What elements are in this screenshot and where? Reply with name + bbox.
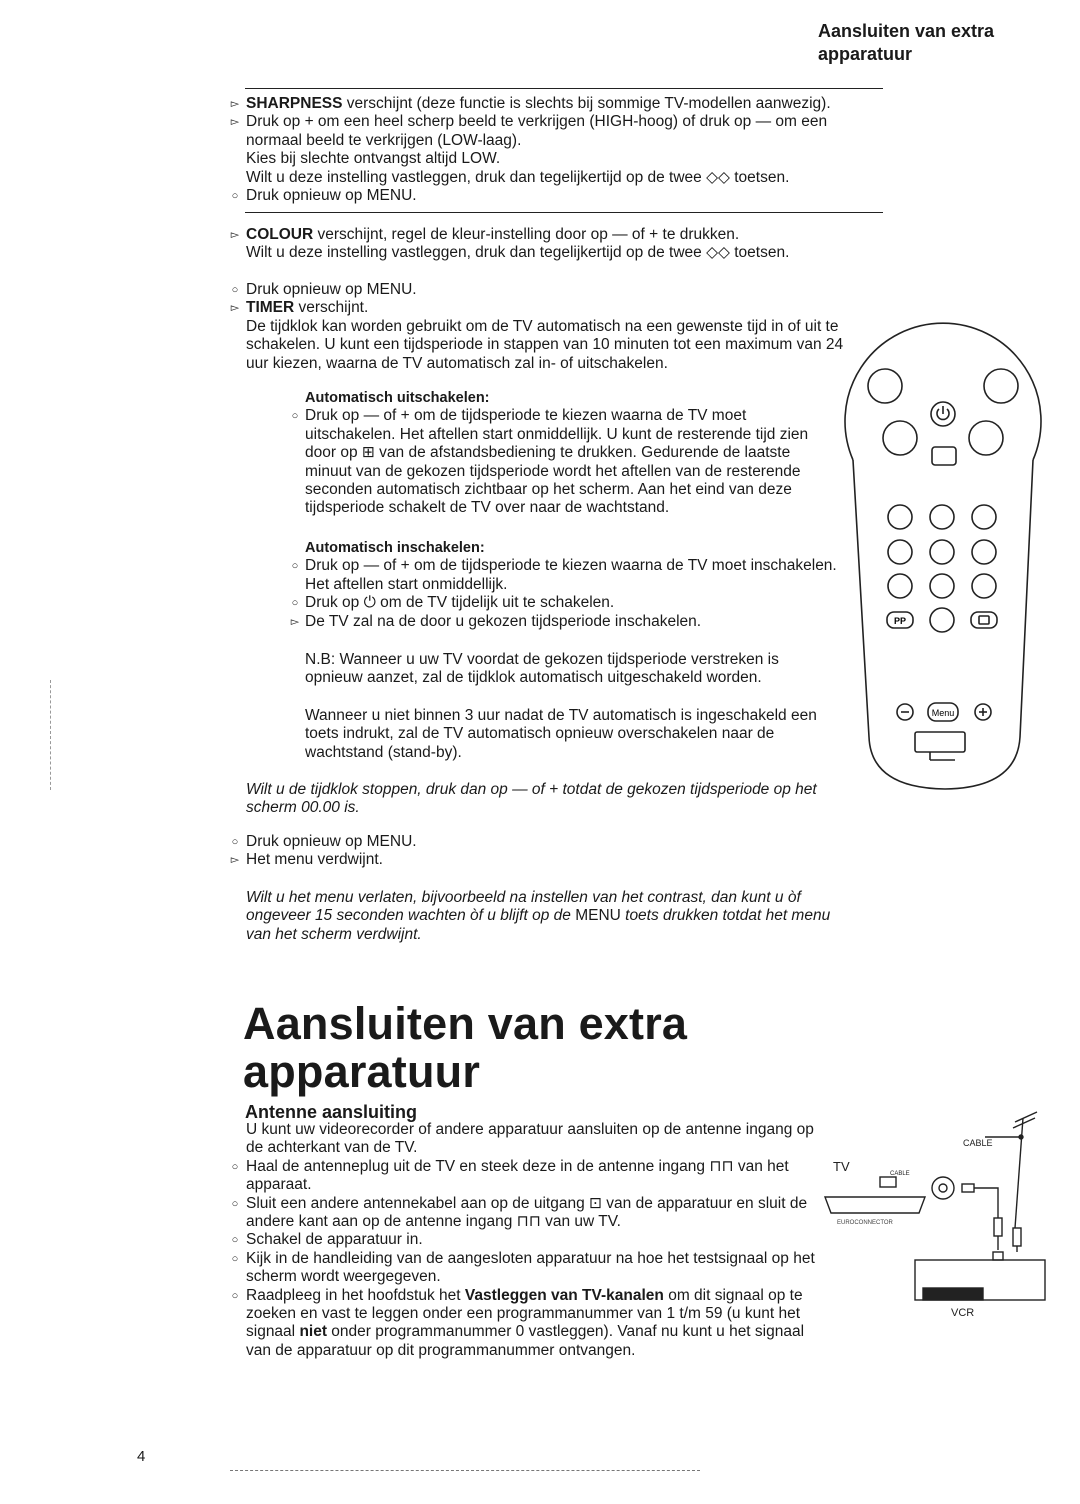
sharpness-line: ○ Druk opnieuw op MENU. [231, 187, 417, 205]
cable-label: CABLE [963, 1138, 993, 1148]
scan-artifact [230, 1470, 700, 1471]
timer-stop-note: Wilt u de tijdklok stoppen, druk dan op — of + totdat de gekozen tijdsperiode op het scherm 00.00 is. [246, 781, 817, 817]
menu-exit-note: Wilt u het menu verlaten, bijvoorbeeld na instellen van het contrast, dan kunt u òf ongeveer 15 seconden wachten òf u blijft op de MENU toets drukken totdat het menu van het scherm verdwijnt. [246, 889, 831, 943]
connection-diagram [815, 1110, 1055, 1325]
vcr-label: VCR [951, 1307, 975, 1319]
timer-block: ○ Druk opnieuw op MENU. ▻ TIMER verschijnt. De tijdklok kan worden gebruikt om de TV automatisch na een gewenste tijd in of uit te schakelen. U kunt een tijdsperiode in stappen van 10 minuten tot een maximum van 24 uur kiezen, waarna de TV automatisch zal in- of uitschakelen. [230, 281, 844, 372]
sharpness-line: Wilt u deze instelling vastleggen, druk dan tegelijkertijd op de twee ◇◇ toetsen. [246, 168, 790, 186]
euroconnector-label: EUROCONNECTOR [837, 1220, 893, 1226]
antenne-title: Antenne aansluiting [245, 1102, 418, 1122]
divider [245, 212, 883, 213]
antenne-block: U kunt uw videorecorder of andere apparatuur aansluiten op de antenne ingang op de achterkant van de TV. ○ Haal de antenneplug uit de TV en steek deze in de antenne ingang ⊓⊓ van het apparaat. ○ Sluit een andere antennekabel aan op de uitgang ⊡ van de apparatuur en sluit de andere kant aan op de antenne ingang ⊓⊓ van uw TV. ○ Schakel de apparatuur in. ○ Kijk in de handleiding van de aangesloten apparatuur na hoe het testsignaal op het scherm wordt weergegeven. ○ Raadpleeg in het hoofdstuk het Vastleggen van TV-kanalen om dit signaal op te zoeken en vast te leggen onder een programmanummer van 1 t/m 59 (u kunt het signaal niet onder programmanummer 0 vastleggen). Vanaf nu kunt u het signaal van de apparatuur op dit programmanummer ontvangen. [231, 1121, 815, 1359]
sharpness-block [230, 95, 886, 205]
page-number: 4 [137, 1448, 146, 1465]
sharpness-line: ▻ Druk op + om een heel scherp beeld te verkrijgen (HIGH-hoog) of druk op — om een normaal beeld te verkrijgen (LOW-laag). [230, 113, 828, 149]
scan-artifact [50, 680, 51, 790]
cable-small-label: CABLE [890, 1171, 910, 1177]
tv-label: TV [833, 1159, 850, 1174]
note-1: N.B: Wanneer u uw TV voordat de gekozen tijdsperiode verstreken is opnieuw aanzet, zal de tijdklok automatisch uitgeschakeld worden. [305, 651, 779, 687]
note-2: Wanneer u niet binnen 3 uur nadat de TV automatisch is ingeschakeld een toets indrukt, zal de TV automatisch opnieuw overschakelen naar de wachtstand (stand-by). [305, 707, 817, 761]
sharpness-line: ▻ SHARPNESS verschijnt (deze functie is slechts bij sommige TV-modellen aanwezig). [230, 95, 831, 112]
menu-key-label: Menu [931, 708, 955, 718]
menu-end-block: ○ Druk opnieuw op MENU. ▻ Het menu verdwijnt. [230, 833, 417, 869]
auto-off-block: Automatisch uitschakelen: ○ Druk op — of + om de tijdsperiode te kiezen waarna de TV moet uitschakelen. Het aftellen start onmiddellijk. U kunt de resterende tijd zien door op ⊞ van de afstandsbediening te drukken. Gedurende de laatste minuut van de gekozen tijdsperiode wordt het aftellen van de resterende seconden automatisch zichtbaar op het scherm. Aan het eind van deze tijdsperiode schakelt de TV over naar de wachtstand. [291, 390, 809, 517]
colour-block: ▻ COLOUR verschijnt, regel de kleur-instelling door op — of + te drukken. Wilt u deze instelling vastleggen, druk dan tegelijkertijd op de twee ◇◇ toetsen. [230, 226, 790, 262]
sharpness-line: Kies bij slechte ontvangst altijd LOW. [246, 150, 501, 168]
running-header: Aansluiten van extra apparatuur [818, 21, 995, 64]
main-title: Aansluiten van extra apparatuur [243, 998, 688, 1097]
pp-key-label: PP [893, 616, 907, 626]
auto-on-block: Automatisch inschakelen: ○ Druk op — of + om de tijdsperiode te kiezen waarna de TV moet inschakelen. Het aftellen start onmiddellijk. ○ Druk op ⏻ om de TV tijdelijk uit te schakelen. ▻ De TV zal na de door u gekozen tijdsperiode inschakelen. [290, 540, 837, 630]
remote-control-illustration [835, 282, 1050, 797]
divider [245, 88, 883, 89]
